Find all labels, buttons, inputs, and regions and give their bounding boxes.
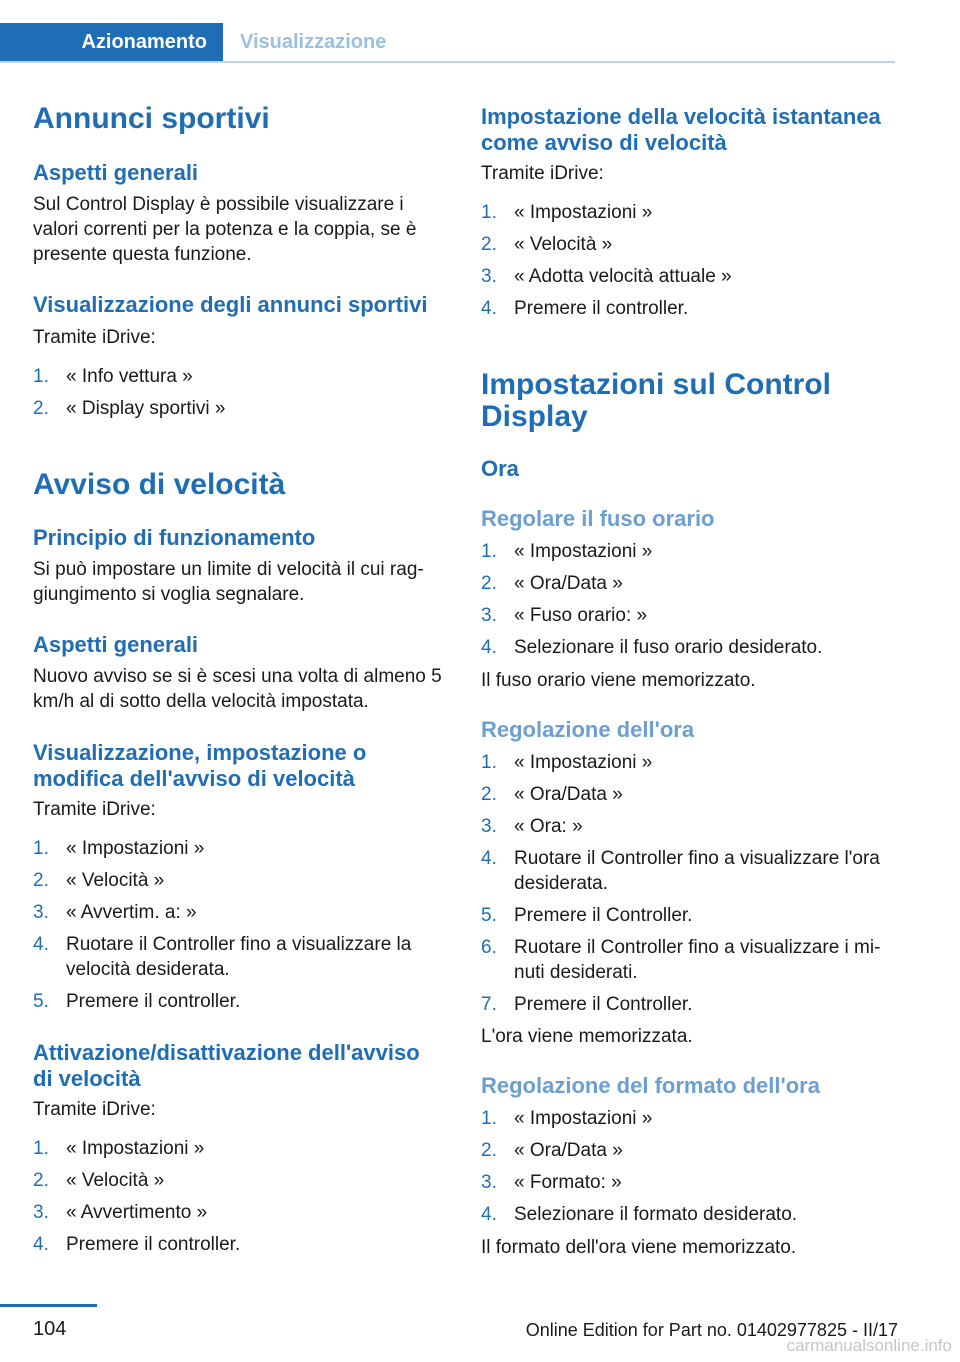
list-number: 1. [33, 838, 49, 859]
list-item [481, 1138, 896, 1163]
list-number: 1. [481, 1108, 497, 1129]
page-header [0, 23, 895, 63]
list-item [481, 603, 896, 628]
list-number: 7. [481, 994, 497, 1015]
list-number: 4. [33, 1234, 49, 1255]
list-item [33, 868, 453, 893]
list-item [481, 814, 896, 839]
list-item [481, 635, 896, 660]
watermark: carmanualsonline.info [786, 1336, 952, 1355]
list-item [481, 782, 896, 807]
list-text: Ruotare il Controller fino a visualizzare l'ora desiderata. [514, 848, 880, 894]
list-text: « Impostazioni » [66, 1138, 205, 1159]
list-number: 1. [481, 752, 497, 773]
list-text: « Impostazioni » [66, 838, 205, 859]
header-rule [0, 61, 895, 63]
heading-impostazioni-control-display: Impostazioni sul Control Display [481, 368, 831, 433]
heading-fuso-orario: Regolare il fuso orario [481, 506, 715, 531]
list-text: « Ora/Data » [514, 784, 623, 805]
paragraph-principio: Si può impostare un limite di velocità il cui rag-giungimento si voglia segnalare. [33, 559, 424, 605]
list-number: 5. [33, 991, 49, 1012]
list-item [481, 903, 896, 928]
paragraph-aspetti-generali: Sul Control Display è possibile visualizzare i valori correnti per la potenza e la coppia, se è presente questa funzione. [33, 194, 417, 265]
list-number: 3. [33, 1202, 49, 1223]
list-number: 2. [481, 1140, 497, 1161]
list-number: 2. [33, 398, 49, 419]
list-number: 6. [481, 937, 497, 958]
list-item [33, 989, 453, 1014]
list-number: 3. [33, 902, 49, 923]
list-item [33, 364, 453, 389]
list-item [481, 992, 896, 1017]
list-number: 4. [481, 298, 497, 319]
list-number: 1. [481, 541, 497, 562]
list-number: 2. [481, 573, 497, 594]
list-number: 3. [481, 816, 497, 837]
heading-visualizzazione-avviso: Visualizzazione, impostazione o modifica dell'avviso di velocità [33, 740, 367, 791]
heading-regolazione-ora: Regolazione dell'ora [481, 717, 695, 742]
list-text: « Ora/Data » [514, 573, 623, 594]
list-number: 1. [33, 366, 49, 387]
list-text: « Fuso orario: » [514, 605, 648, 626]
list-number: 2. [481, 784, 497, 805]
heading-aspetti-generali-2: Aspetti generali [33, 632, 199, 657]
list-number: 4. [481, 1204, 497, 1225]
list-number: 2. [33, 1170, 49, 1191]
heading-principio: Principio di funzionamento [33, 525, 316, 550]
list-number: 3. [481, 1172, 497, 1193]
list-item [33, 932, 428, 982]
list-number: 2. [33, 870, 49, 891]
list-text: « Formato: » [514, 1172, 622, 1193]
list-item [481, 571, 896, 596]
paragraph-tramite-idrive: Tramite iDrive: [33, 327, 156, 348]
list-item [481, 935, 896, 985]
paragraph-tramite-idrive: Tramite iDrive: [33, 1099, 156, 1120]
list-item [481, 296, 896, 321]
list-text: « Ora/Data » [514, 1140, 623, 1161]
list-item [33, 1136, 453, 1161]
list-text: « Avvertim. a: » [66, 902, 197, 923]
list-number: 5. [481, 905, 497, 926]
list-item [481, 750, 896, 775]
list-text: Premere il Controller. [514, 905, 693, 926]
heading-avviso-velocita: Avviso di velocità [33, 468, 286, 501]
paragraph-fuso-memorizzato: Il fuso orario viene memorizzato. [481, 670, 756, 691]
list-text: Premere il Controller. [514, 994, 693, 1015]
heading-formato-ora: Regolazione del formato dell'ora [481, 1073, 820, 1098]
heading-aspetti-generali: Aspetti generali [33, 160, 199, 185]
list-item [33, 1200, 453, 1225]
list-number: 1. [33, 1138, 49, 1159]
paragraph-tramite-idrive: Tramite iDrive: [33, 799, 156, 820]
list-text: Premere il controller. [514, 298, 689, 319]
list-text: « Impostazioni » [514, 1108, 653, 1129]
paragraph-aspetti-generali-2: Nuovo avviso se si è scesi una volta di almeno 5 km/h al di sotto della velocità impostata. [33, 666, 442, 712]
list-number: 3. [481, 266, 497, 287]
list-item [33, 396, 453, 421]
list-item [481, 264, 896, 289]
list-number: 1. [481, 202, 497, 223]
list-item [481, 200, 896, 225]
paragraph-tramite-idrive: Tramite iDrive: [481, 163, 604, 184]
list-number: 2. [481, 234, 497, 255]
list-text: Premere il controller. [66, 991, 241, 1012]
list-number: 4. [481, 848, 497, 869]
list-text: « Velocità » [66, 870, 165, 891]
list-text: Premere il controller. [66, 1234, 241, 1255]
list-number: 4. [33, 934, 49, 955]
paragraph-formato-memorizzato: Il formato dell'ora viene memorizzato. [481, 1237, 797, 1258]
list-text: Selezionare il formato desiderato. [514, 1204, 798, 1225]
list-number: 4. [481, 637, 497, 658]
list-item [481, 1170, 896, 1195]
list-text: Ruotare il Controller fino a visualizzare i mi-nuti desiderati. [514, 937, 881, 983]
heading-visualizzazione-annunci: Visualizzazione degli annunci sportivi [33, 292, 428, 317]
heading-attivazione: Attivazione/disattivazione dell'avviso di velocità [33, 1040, 420, 1091]
list-item [481, 539, 896, 564]
list-item [33, 1168, 453, 1193]
heading-ora: Ora [481, 456, 519, 481]
list-text: « Impostazioni » [514, 202, 653, 223]
heading-impostazione-velocita: Impostazione della velocità istantanea come avviso di velocità [481, 104, 881, 155]
list-text: « Velocità » [66, 1170, 165, 1191]
tab-visualizzazione: Visualizzazione [240, 31, 387, 53]
list-text: Selezionare il fuso orario desiderato. [514, 637, 823, 658]
list-text: « Velocità » [514, 234, 613, 255]
list-item [33, 900, 453, 925]
list-text: « Ora: » [514, 816, 583, 837]
list-item [481, 1202, 896, 1227]
list-item [481, 846, 896, 896]
paragraph-ora-memorizzata: L'ora viene memorizzata. [481, 1026, 693, 1047]
edition-note: Online Edition for Part no. 01402977825 - II/17 [525, 1320, 898, 1340]
list-item [33, 1232, 453, 1257]
list-text: « Impostazioni » [514, 752, 653, 773]
list-number: 3. [481, 605, 497, 626]
list-text: « Impostazioni » [514, 541, 653, 562]
footer-rule [0, 1304, 97, 1307]
list-text: « Adotta velocità attuale » [514, 266, 732, 287]
list-text: « Info vettura » [66, 366, 193, 387]
tab-azionamento: Azionamento [0, 23, 223, 61]
heading-annunci-sportivi: Annunci sportivi [33, 102, 270, 135]
list-text: « Avvertimento » [66, 1202, 208, 1223]
list-text: « Display sportivi » [66, 398, 226, 419]
list-item [481, 1106, 896, 1131]
list-item [33, 836, 453, 861]
list-text: Ruotare il Controller fino a visualizzare la velocità desiderata. [66, 934, 412, 980]
page-number: 104 [33, 1318, 67, 1340]
list-item [481, 232, 896, 257]
